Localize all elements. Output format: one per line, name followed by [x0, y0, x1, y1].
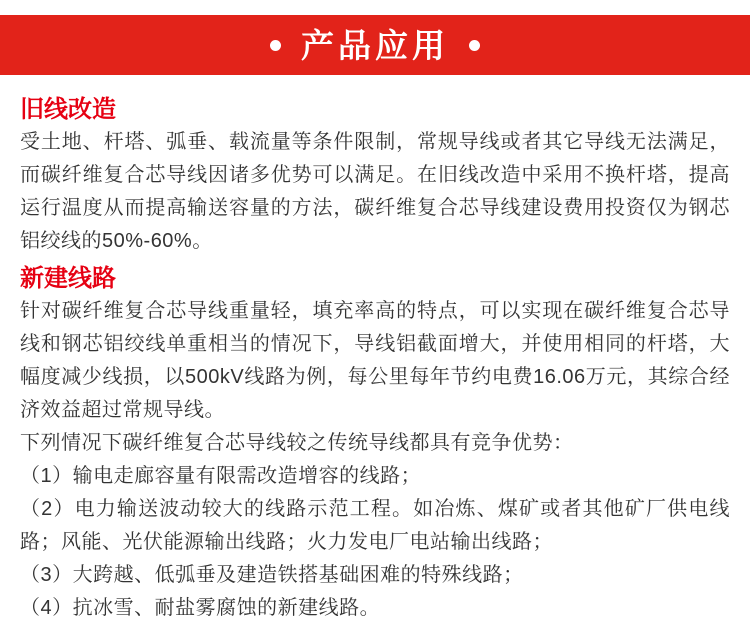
list-item-3: （3）大跨越、低弧垂及建造铁搭基础困难的特殊线路；: [20, 564, 524, 586]
section-title-banner: [0, 15, 750, 75]
list-item-4: （4）抗冰雪、耐盐雾腐蚀的新建线路。: [20, 597, 381, 619]
section-heading-old-line-renovation: 旧线改造: [20, 96, 116, 123]
list-item-1: （1）输电走廊容量有限需改造增容的线路；: [20, 465, 422, 487]
page-title: 产品应用: [301, 26, 449, 64]
bullet-dot-icon-right: [469, 40, 480, 51]
bullet-dot-icon-left: [270, 40, 281, 51]
list-item-2: （2）电力输送波动较大的线路示范工程。如冶炼、煤矿或者其他矿厂供电线路；风能、光伏能源输出线路；火力发电厂电站输出线路；: [20, 498, 730, 553]
paragraph-old-line-renovation: 受土地、杆塔、弧垂、载流量等条件限制，常规导线或者其它导线无法满足，而碳纤维复合芯导线因诸多优势可以满足。在旧线改造中采用不换杆塔，提高运行温度从而提高输送容量的方法，碳纤维复合芯导线建设费用投资仅为钢芯铝绞线的50%-60%。: [20, 131, 730, 252]
paragraph-advantages-intro: 下列情况下碳纤维复合芯导线较之传统导线都具有竞争优势：: [20, 432, 574, 454]
content-area: [0, 93, 750, 625]
paragraph-new-line-overview: 针对碳纤维复合芯导线重量轻，填充率高的特点，可以实现在碳纤维复合芯导线和钢芯铝绞线单重相当的情况下，导线铝截面增大，并使用相同的杆塔，大幅度减少线损，以500kV线路为例，每公里每年节约电费16.06万元，其综合经济效益超过常规导线。: [20, 300, 730, 421]
section-heading-new-line-construction: 新建线路: [20, 265, 116, 292]
